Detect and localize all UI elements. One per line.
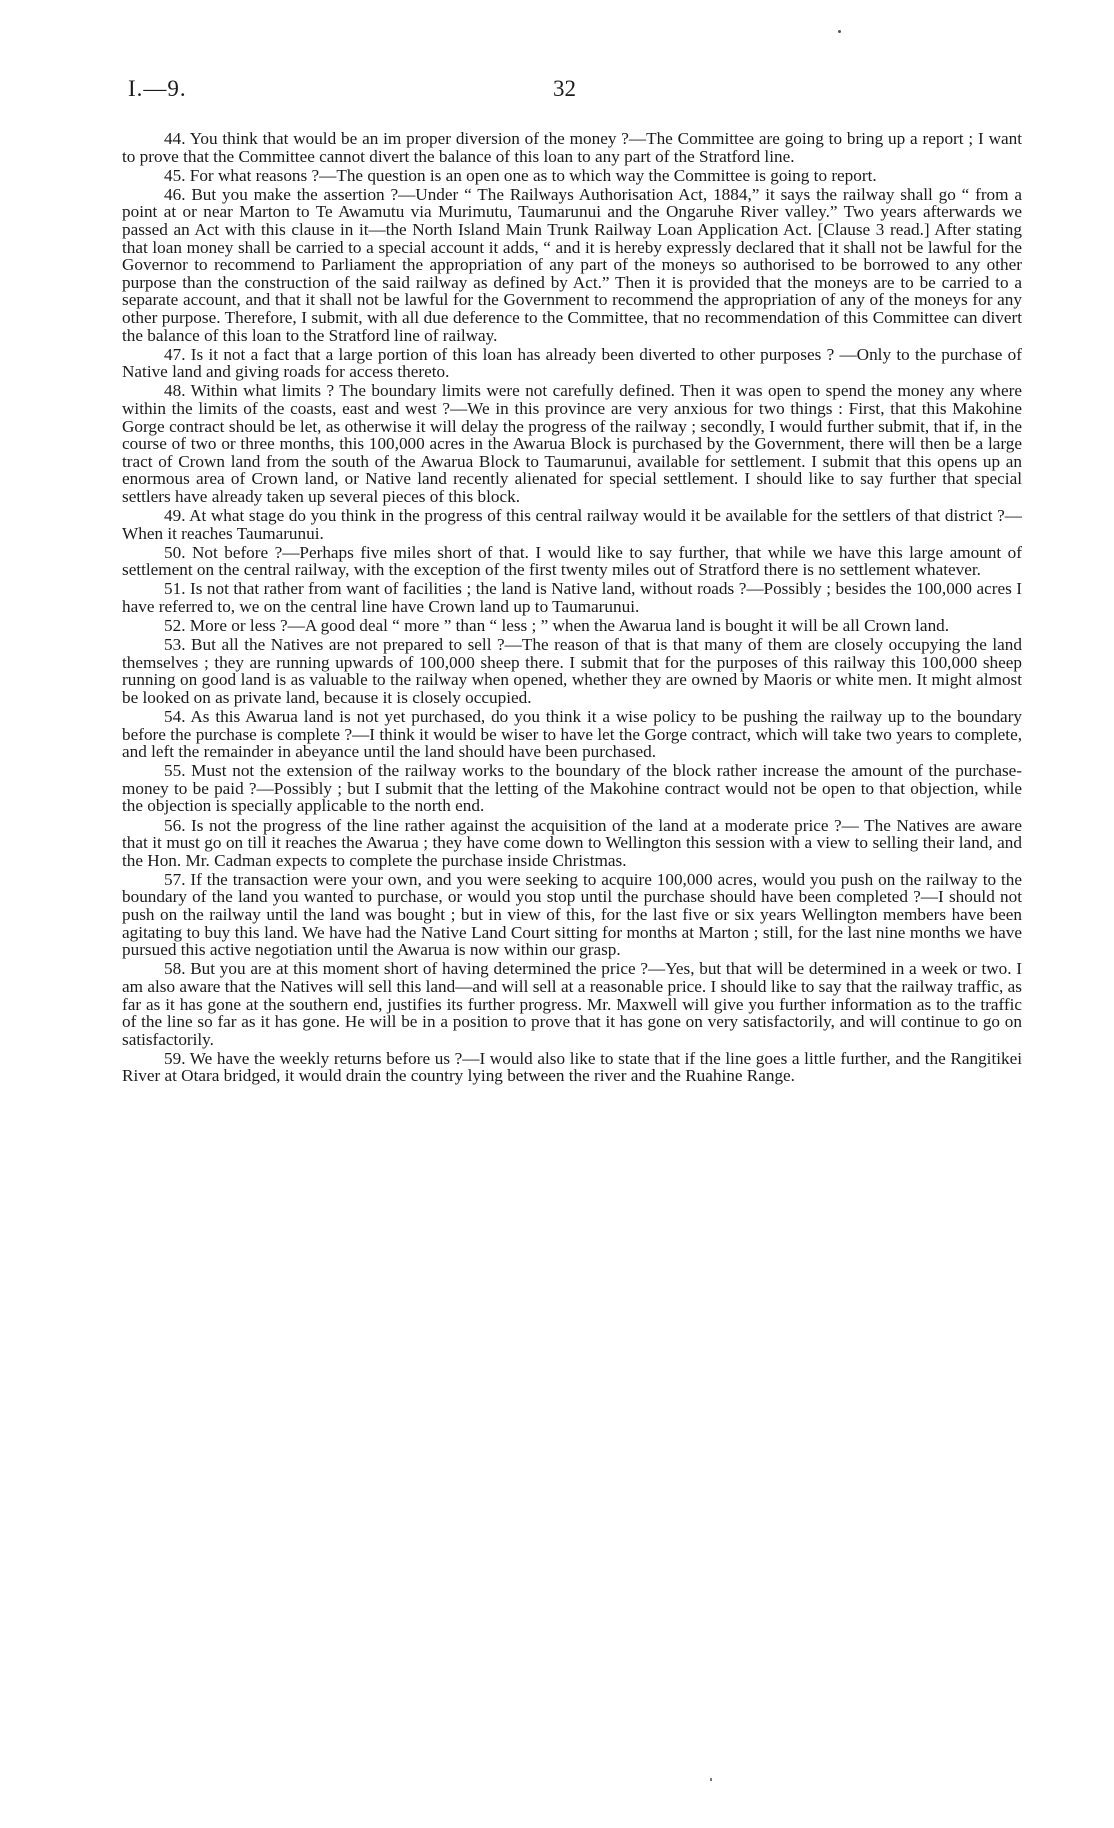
paragraph-56: 56. Is not the progress of the line rather against the acquisition of the land at a moderate price ?— The Natives are aware that it must go on till it reaches the Awarua ; they have come down to Wellington this session with a view to selling their land, and the Hon. Mr. Cadman expects to complete the purchase inside Christmas. [122, 815, 1022, 870]
paragraph-48: 48. Within what limits ? The boundary limits were not carefully defined. Then it was open to spend the money any where within the limits of the coasts, east and west ?—We in this province are very anxious for two things : First, that this Makohine Gorge contract should be let, as otherwise it will delay the progress of the railway ; secondly, I would further submit, that if, in the course of two or three months, this 100,000 acres in the Awarua Block is purchased by the Government, there will then be a large tract of Crown land from the south of the Awarua Block to Taumarunui, available for settlement. I submit that this opens up an enormous area of Crown land, or Native land recently alienated for special settlement. I should like to say further that special settlers have already taken up several pieces of this block. [122, 381, 1022, 506]
paragraph-54: 54. As this Awarua land is not yet purchased, do you think it a wise policy to be pushing the railway up to the boundary before the purchase is complete ?—I think it would be wiser to have let the Gorge contract, which will take two years to complete, and left the remainder in abeyance until the land should have been purchased. [122, 707, 1022, 762]
testimony-text [122, 130, 1022, 1086]
paragraph-47: 47. Is it not a fact that a large portion of this loan has already been diverted to other purposes ? —Only to the purchase of Native land and giving roads for access thereto. [122, 344, 1022, 382]
paragraph-52: 52. More or less ?—A good deal “ more ” than “ less ; ” when the Awarua land is bought it will be all Crown land. [164, 616, 950, 636]
page-number: 32 [553, 76, 576, 101]
scan-speck [838, 30, 841, 33]
paragraph-46: 46. But you make the assertion ?—Under “ The Railways Authorisation Act, 1884,” it says the railway shall go “ from a point at or near Marton to Te Awamutu via Murimutu, Taumarunui and the Ongaruhe River valley.” Two years afterwards we passed an Act with this clause in it—the North Island Main Trunk Railway Loan Application Act. [Clause 3 read.] After stating that loan money shall be carried to a special account it adds, “ and it is hereby expressly declared that it shall not be lawful for the Governor to recommend to Parliament the appropriation of any part of the moneys so authorised to be borrowed to any other purpose than the construction of the said railway as defined by Act.” Then it is provided that the moneys are to be carried to a separate account, and that it shall not be lawful for the Government to recommend the appropriation of any of the moneys for any other purpose. Therefore, I submit, with all due deference to the Committee, that no recommendation of this Committee can divert the balance of this loan to the Stratford line of railway. [122, 184, 1022, 345]
page-header [128, 76, 1022, 106]
paragraph-45: 45. For what reasons ?—The question is an open one as to which way the Committee is going to report. [164, 165, 877, 185]
paragraph-51: 51. Is not that rather from want of facilities ; the land is Native land, without roads ?—Possibly ; besides the 100,000 acres I have referred to, we on the central line have Crown land up to Taumarunui. [122, 579, 1022, 616]
paragraph-50: 50. Not before ?—Perhaps five miles short of that. I would like to say further, that while we have this large amount of settlement on the central railway, with the exception of the first twenty miles out of Stratford there is no settlement whatever. [122, 542, 1022, 580]
paragraph-53: 53. But all the Natives are not prepared to sell ?—The reason of that is that many of them are closely occupying the land themselves ; they are running upwards of 100,000 sheep there. I submit that for the purposes of this railway this 100,000 sheep running on good land is as valuable to the railway when opened, whether they are owned by Maoris or white men. It might almost be looked on as private land, because it is closely occupied. [122, 635, 1022, 707]
scan-speck-bottom [710, 1778, 712, 1781]
paragraph-44: 44. You think that would be an im proper diversion of the money ?—The Committee are going to bring up a report ; I want to prove that the Committee cannot divert the balance of this loan to any part of the Stratford line. [122, 129, 1022, 166]
paragraph-58: 58. But you are at this moment short of having determined the price ?—Yes, but that will be determined in a week or two. I am also aware that the Natives will sell this land—and will sell at a reasonable price. I should like to say that the railway traffic, as far as it has gone at the southern end, justifies its further progress. Mr. Maxwell will give you further information as to the traffic of the line so far as it has gone. He will be in a position to prove that it has gone on very satisfactorily, and will continue to go on satisfactorily. [122, 959, 1022, 1049]
paragraph-59: 59. We have the weekly returns before us ?—I would also like to state that if the line goes a little further, and the Rangitikei River at Otara bridged, it would drain the country lying between the river and the Ruahine Range. [122, 1048, 1022, 1086]
paragraph-49: 49. At what stage do you think in the progress of this central railway would it be available for the settlers of that district ?—When it reaches Taumarunui. [122, 505, 1022, 543]
paragraph-57: 57. If the transaction were your own, and you were seeking to acquire 100,000 acres, would you push on the railway to the boundary of the land you wanted to purchase, or would you stop until the purchase should have been completed ?—I should not push on the railway until the land was bought ; but in view of this, for the last five or six years Wellington members have been agitating to buy this land. We have had the Native Land Court sitting for months at Marton ; still, for the last nine months we have pursued this active negotiation until the Awarua is now within our grasp. [122, 869, 1022, 960]
document-reference: I.—9. [128, 76, 187, 101]
paragraph-55: 55. Must not the extension of the railway works to the boundary of the block rather increase the amount of the purchase-money to be paid ?—Possibly ; but I submit that the letting of the Makohine contract would not be open to that objection, while the objection is specially applicable to the north end. [122, 761, 1022, 816]
